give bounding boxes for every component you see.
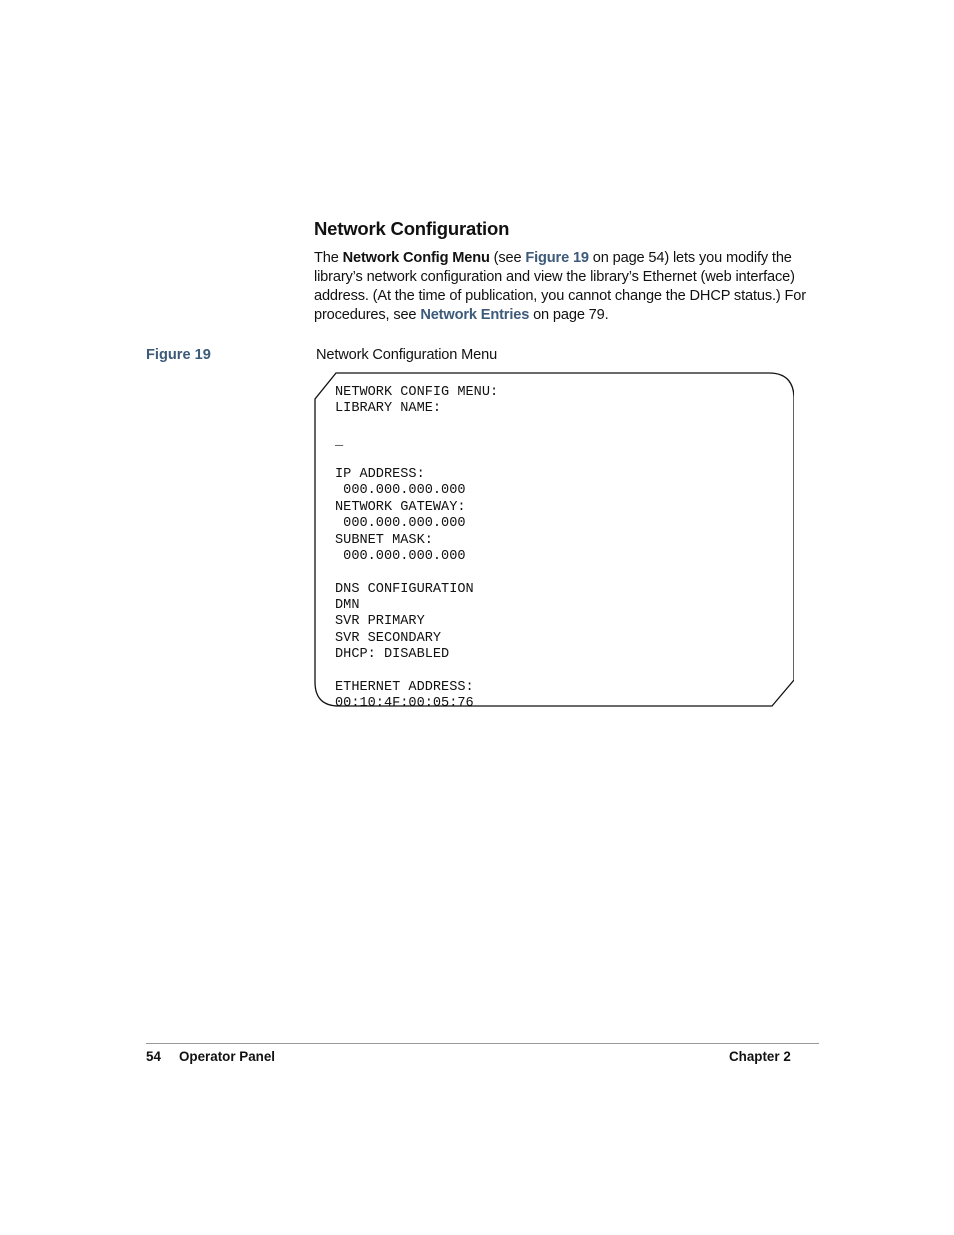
screen-line: DHCP: DISABLED <box>335 647 450 663</box>
screen-line: DMN <box>335 598 360 614</box>
screen-line: SUBNET MASK: <box>335 532 433 548</box>
operator-panel-screen <box>314 372 794 712</box>
screen-line: LIBRARY NAME: <box>335 401 442 417</box>
screen-line: 000.000.000.000 <box>335 483 466 499</box>
screen-line: DNS CONFIGURATION <box>335 581 474 597</box>
screen-line: _ <box>335 434 344 450</box>
screen-line <box>335 664 498 680</box>
screen-line: SVR PRIMARY <box>335 614 425 630</box>
screen-text <box>335 385 498 713</box>
section-heading: Network Configuration <box>314 218 510 239</box>
network-entries-link[interactable]: Network Entries <box>420 307 530 323</box>
screen-line <box>335 565 498 581</box>
footer-section-title: Operator Panel <box>179 1049 275 1064</box>
figure-caption: Network Configuration Menu <box>316 347 498 363</box>
screen-line <box>335 451 498 467</box>
footer-rule <box>146 1043 819 1044</box>
screen-line <box>335 418 498 434</box>
figure-label: Figure 19 <box>146 347 211 363</box>
para-text-3: on page 54) lets you modify the library’s network configuration and view the library’s Ethernet (web interface) address. (At the time of publication, you cannot change the DHCP status.) For procedures, see <box>314 250 806 323</box>
menu-name: Network Config Menu <box>342 250 490 266</box>
screen-line: NETWORK GATEWAY: <box>335 499 466 515</box>
page-number: 54 <box>146 1049 161 1064</box>
screen-line: IP ADDRESS: <box>335 466 425 482</box>
screen-line: NETWORK CONFIG MENU: <box>335 385 499 400</box>
screen-line: ETHERNET ADDRESS: <box>335 680 474 696</box>
screen-line: 000.000.000.000 <box>335 548 466 564</box>
screen-line: SVR SECONDARY <box>335 630 442 646</box>
intro-paragraph <box>314 249 819 325</box>
para-text-4: on page 79. <box>529 307 609 323</box>
figure-link[interactable]: Figure 19 <box>525 250 589 266</box>
para-text-1: The <box>314 250 343 266</box>
para-text-2: (see <box>489 250 526 266</box>
footer-chapter: Chapter 2 <box>729 1049 791 1064</box>
screen-line: 000.000.000.000 <box>335 516 466 532</box>
screen-line: 00:10:4F:00:05:76 <box>335 696 474 712</box>
